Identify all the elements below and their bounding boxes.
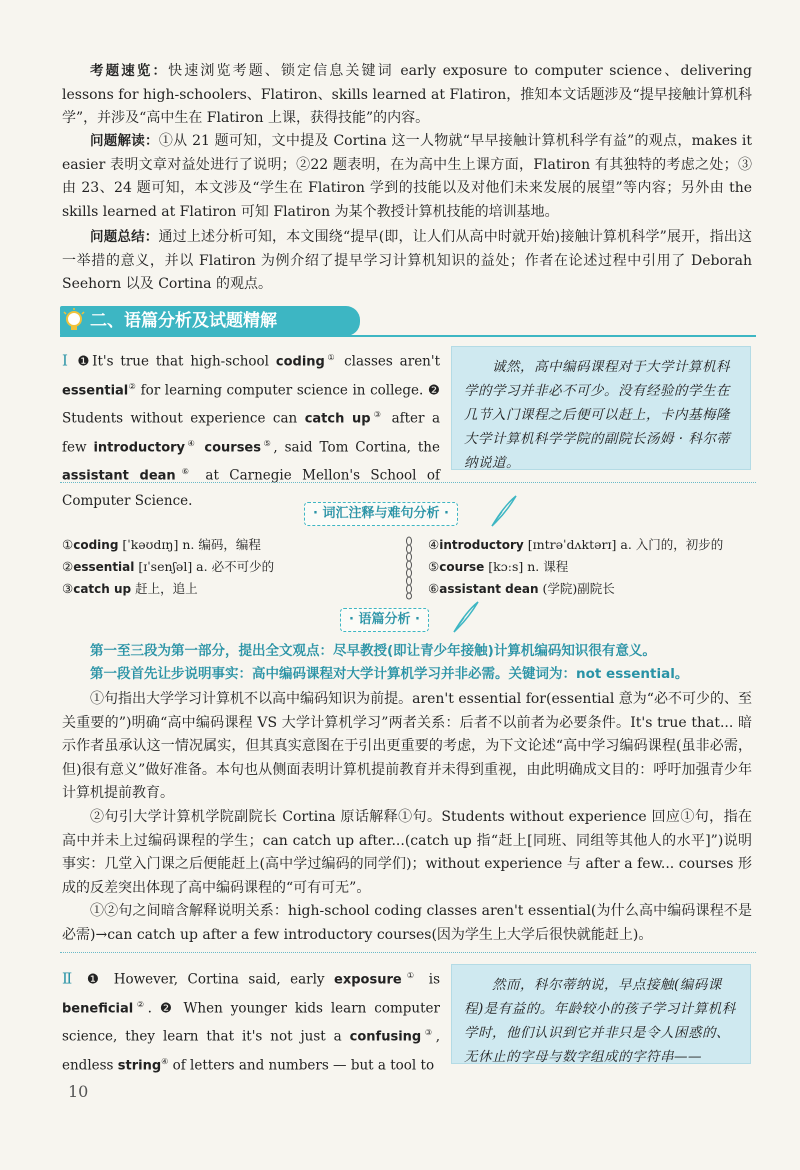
- vocab-item: [62, 578, 274, 600]
- keyword: assistant dean: [62, 468, 176, 484]
- analysis-tag: · 语篇分析 ·: [340, 608, 429, 632]
- sentence-number: ❷: [427, 382, 441, 398]
- keyword: essential: [62, 383, 129, 398]
- text-run: , endless: [62, 1028, 440, 1073]
- vocab-num: ⑥: [428, 581, 440, 596]
- footnote-mark: ②: [128, 381, 137, 391]
- vocab-item: [428, 578, 723, 600]
- intro-text-3: 通过上述分析可知，本文围绕“提早(即，让人们从高中时就开始)接触计算机科学”展开，指出这一举措的意义，并以 Flatiron 为例介绍了提早学习计算机知识的益处；作者在论述过程中引用了 Deborah Seehorn 以及 Cortina 的观点。: [62, 229, 752, 292]
- footnote-mark: ④: [161, 1056, 169, 1066]
- footnote-mark: ①: [324, 353, 338, 362]
- chain-divider-icon: [404, 536, 414, 600]
- keyword: string: [117, 1058, 162, 1073]
- text-run: classes aren't: [337, 353, 441, 370]
- vocab-def: (学院)副院长: [538, 581, 615, 596]
- text-run: .: [147, 1000, 152, 1016]
- passage-paragraph-2: [62, 964, 440, 1078]
- intro-paragraph-1: [62, 60, 752, 131]
- vocab-word: coding: [73, 538, 119, 552]
- passage-paragraph-1: [62, 346, 440, 513]
- footnote-mark: ⑥: [175, 467, 196, 476]
- text-run: Students without experience can: [62, 410, 305, 427]
- vocab-def: 赶上，追上: [131, 581, 198, 596]
- footnote-mark: ①: [401, 971, 420, 980]
- analysis-summary-1: 第一至三段为第一部分，提出全文观点：尽早教授(即让青少年接触)计算机编码知识很有意义。: [90, 643, 656, 659]
- quill-icon: [488, 494, 518, 528]
- divider: [60, 952, 756, 953]
- vocab-item: [428, 534, 723, 556]
- vocab-list-right: [428, 534, 723, 600]
- footnote-mark: ②: [133, 999, 148, 1009]
- analysis-summary-2: 第一段首先让步说明事实：高中编码课程对大学计算机学习并非必需。关键词为：not essential。: [90, 666, 689, 682]
- sentence-number: ❶: [77, 353, 93, 370]
- text-run: after a few: [62, 410, 441, 455]
- paragraph-number: Ⅰ: [62, 351, 71, 370]
- paragraph-number: Ⅱ: [62, 969, 78, 988]
- vocab-def: [ɪntrəˈdʌktərɪ] a. 入门的，初步的: [523, 537, 724, 552]
- text-run: is: [419, 971, 441, 988]
- quill-icon: [450, 600, 480, 634]
- intro-text-2: ①从 21 题可知，文中提及 Cortina 这一人物就“早早接触计算机科学有益”的观点，makes it easier 表明文章对益处进行了说明；②22 题表明，在为高中生上课方面，Flatiron 有其独特的考虑之处；③由 23、24 题可知，本文涉及“学生在 Flatiron 学到的技能以及对他们未来发展的展望”等内容；另外由 the skills learned at Flatiron 可知 Flatiron 为某个教授计算机技能的培训基地。: [62, 133, 752, 220]
- vocab-word: catch up: [73, 582, 132, 596]
- vocab-num: ②: [62, 559, 74, 574]
- text-run: However, Cortina said, early: [104, 971, 335, 988]
- intro-paragraph-3: [62, 226, 752, 297]
- sentence-number: ❷: [159, 1000, 176, 1016]
- translation-box-1: 诚然，高中编码课程对于大学计算机科学的学习并非必不可少。没有经验的学生在几节入门课程之后便可以赶上，卡内基梅隆大学计算机科学学院的副院长汤姆 · 科尔蒂纳说道。: [451, 346, 751, 470]
- keyword: exposure: [334, 972, 402, 988]
- vocab-tag: · 词汇注释与难句分析 ·: [304, 502, 458, 526]
- analysis-paragraph-2: ②句引大学计算机学院副院长 Cortina 原话解释①句。Students without experience 回应①句，指在高中并未上过编码课程的学生；can catch up after...(catch up 指“赶上[同班、同组等其他人的水平]”)说明事实：几堂入门课之后便能赶上(高中学过编码的同学们)；without experience 与 after a few... courses 形成的反差突出体现了高中编码课程的“可有可无”。: [62, 809, 752, 896]
- keyword: catch up: [304, 411, 371, 427]
- text-run: of letters and numbers — but a tool to: [168, 1057, 435, 1073]
- vocab-item: [428, 556, 723, 578]
- intro-label-2: 问题解读：: [90, 133, 159, 149]
- vocab-def: [ˈkəʊdɪŋ] n. 编码，编程: [118, 537, 261, 552]
- page-number: 10: [68, 1082, 89, 1101]
- translation-box-2: 然而，科尔蒂纳说，早点接触(编码课程)是有益的。年龄较小的孩子学习计算机科学时，他们认识到它并非只是令人困惑的、无休止的字母与数字组成的字符串——: [451, 964, 751, 1064]
- intro-label-1: 考题速览：: [90, 63, 169, 79]
- vocab-list-left: [62, 534, 274, 600]
- vocab-word: assistant dean: [439, 582, 539, 596]
- text-run: , said Tom Cortina, the: [273, 439, 440, 455]
- keyword: beneficial: [62, 1001, 134, 1016]
- vocab-word: course: [439, 560, 485, 574]
- intro-text-1: 快速浏览考题、锁定信息关键词 early exposure to computer science、delivering lessons for high-schoolers、Flatiron、skills learned at Flatiron，推知本文话题涉及“提早接触计算机科学”，并涉及“高中生在 Flatiron 上课，获得技能”的内容。: [62, 63, 753, 126]
- keyword: introductory: [93, 440, 186, 455]
- vocab-num: ④: [428, 537, 440, 552]
- keyword: courses: [204, 440, 261, 455]
- intro-label-3: 问题总结：: [90, 229, 159, 245]
- vocab-word: introductory: [439, 538, 524, 552]
- vocab-def: [ɪˈsenʃəl] a. 必不可少的: [134, 559, 275, 574]
- section-heading: 二、语篇分析及试题精解: [60, 306, 360, 336]
- sentence-number: ❶: [86, 971, 105, 988]
- vocab-item: [62, 556, 274, 578]
- text-run: at Carnegie Mellon's School of Computer Science.: [62, 467, 440, 509]
- footnote-mark: ④: [185, 438, 198, 448]
- text-run: It's true that high-school: [92, 353, 276, 370]
- keyword: coding: [275, 354, 325, 370]
- analysis-paragraph-3: ①②句之间暗含解释说明关系：high-school coding classes aren't essential(为什么高中编码课程不是必需)→can catch up after a few introductory courses(因为学生上大学后很快就能赶上)。: [62, 903, 752, 943]
- analysis-paragraph-1: ①句指出大学学习计算机不以高中编码知识为前提。aren't essential for(essential 意为“必不可少的、至关重要的”)明确“高中编码课程 VS 大学计算机学习”两者关系：后者不以前者为必要条件。It's true that... 暗示作者虽承认这一情况属实，但其真实意图在于引出更重要的考虑，为下文论述“高中学习编码课程(虽非必需，但)很有意义”做好准备。本句也从侧面表明计算机提前教育并未得到重视，由此明确成文目的：呼吁加强青少年计算机提前教育。: [62, 691, 752, 801]
- vocab-def: [kɔːs] n. 课程: [484, 559, 569, 574]
- divider: [60, 482, 756, 483]
- text-run: for learning computer science in college.: [136, 382, 424, 398]
- footnote-mark: ③: [421, 1028, 436, 1037]
- keyword: confusing: [349, 1029, 422, 1045]
- lightbulb-icon: [60, 306, 88, 336]
- vocab-word: essential: [73, 560, 135, 574]
- vocab-num: ⑤: [428, 559, 440, 574]
- footnote-mark: ⑤: [261, 438, 274, 448]
- vocab-num: ①: [62, 537, 74, 552]
- vocab-item: [62, 534, 274, 556]
- vocab-num: ③: [62, 581, 74, 596]
- intro-paragraph-2: [62, 130, 752, 224]
- footnote-mark: ③: [370, 410, 385, 419]
- text-run: When younger kids learn computer science, they learn that it's not just a: [62, 1000, 440, 1045]
